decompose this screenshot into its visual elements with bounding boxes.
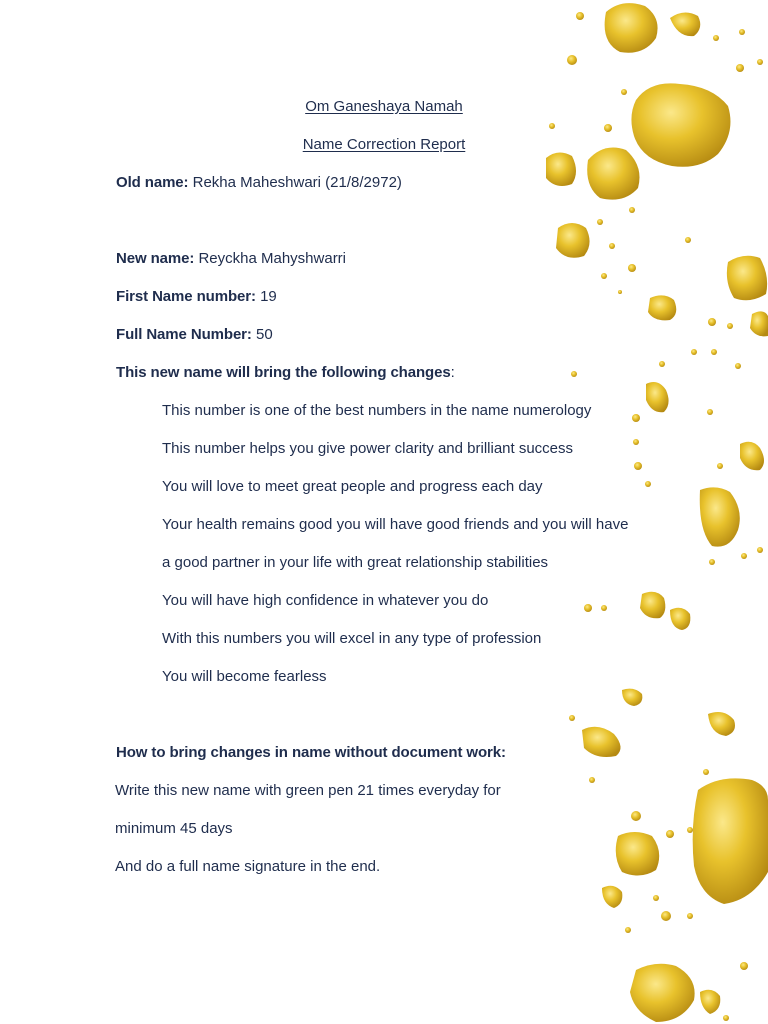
new-name-label: New name: (116, 250, 195, 267)
report-subtitle: Name Correction Report (302, 136, 466, 153)
first-name-number-label: First Name number: (116, 288, 256, 305)
full-name-number-row (116, 326, 273, 344)
change-item: a good partner in your life with great relationship stabilities (162, 554, 549, 571)
full-name-number-value: 50 (251, 326, 273, 343)
instruction-line: Write this new name with green pen 21 times everyday for (115, 782, 501, 799)
changes-heading-label: This new name will bring the following changes (116, 364, 451, 381)
change-item: Your health remains good you will have good friends and you will have (162, 516, 629, 533)
instruction-line: And do a full name signature in the end. (115, 858, 381, 875)
document-title: Om Ganeshaya Namah (305, 98, 463, 115)
instruction-line: minimum 45 days (115, 820, 233, 837)
full-name-number-label: Full Name Number: (116, 326, 252, 343)
how-to-heading: How to bring changes in name without document work: (116, 744, 506, 761)
change-item: You will have high confidence in whatever you do (162, 592, 489, 609)
change-item: This number is one of the best numbers in the name numerology (162, 402, 592, 419)
change-item: You will become fearless (162, 668, 327, 685)
old-name-row (116, 174, 402, 192)
old-name-label: Old name: (116, 174, 189, 191)
changes-heading (116, 364, 455, 382)
first-name-number-row (116, 288, 277, 306)
old-name-value: Rekha Maheshwari (21/8/2972) (188, 174, 402, 191)
change-item: This number helps you give power clarity and brilliant success (162, 440, 574, 457)
changes-heading-colon: : (450, 364, 455, 381)
new-name-row (116, 250, 346, 268)
change-item: With this numbers you will excel in any type of profession (162, 630, 542, 647)
change-item: You will love to meet great people and progress each day (162, 478, 543, 495)
first-name-number-value: 19 (255, 288, 277, 305)
new-name-value: Reyckha Mahyshwarri (194, 250, 347, 267)
